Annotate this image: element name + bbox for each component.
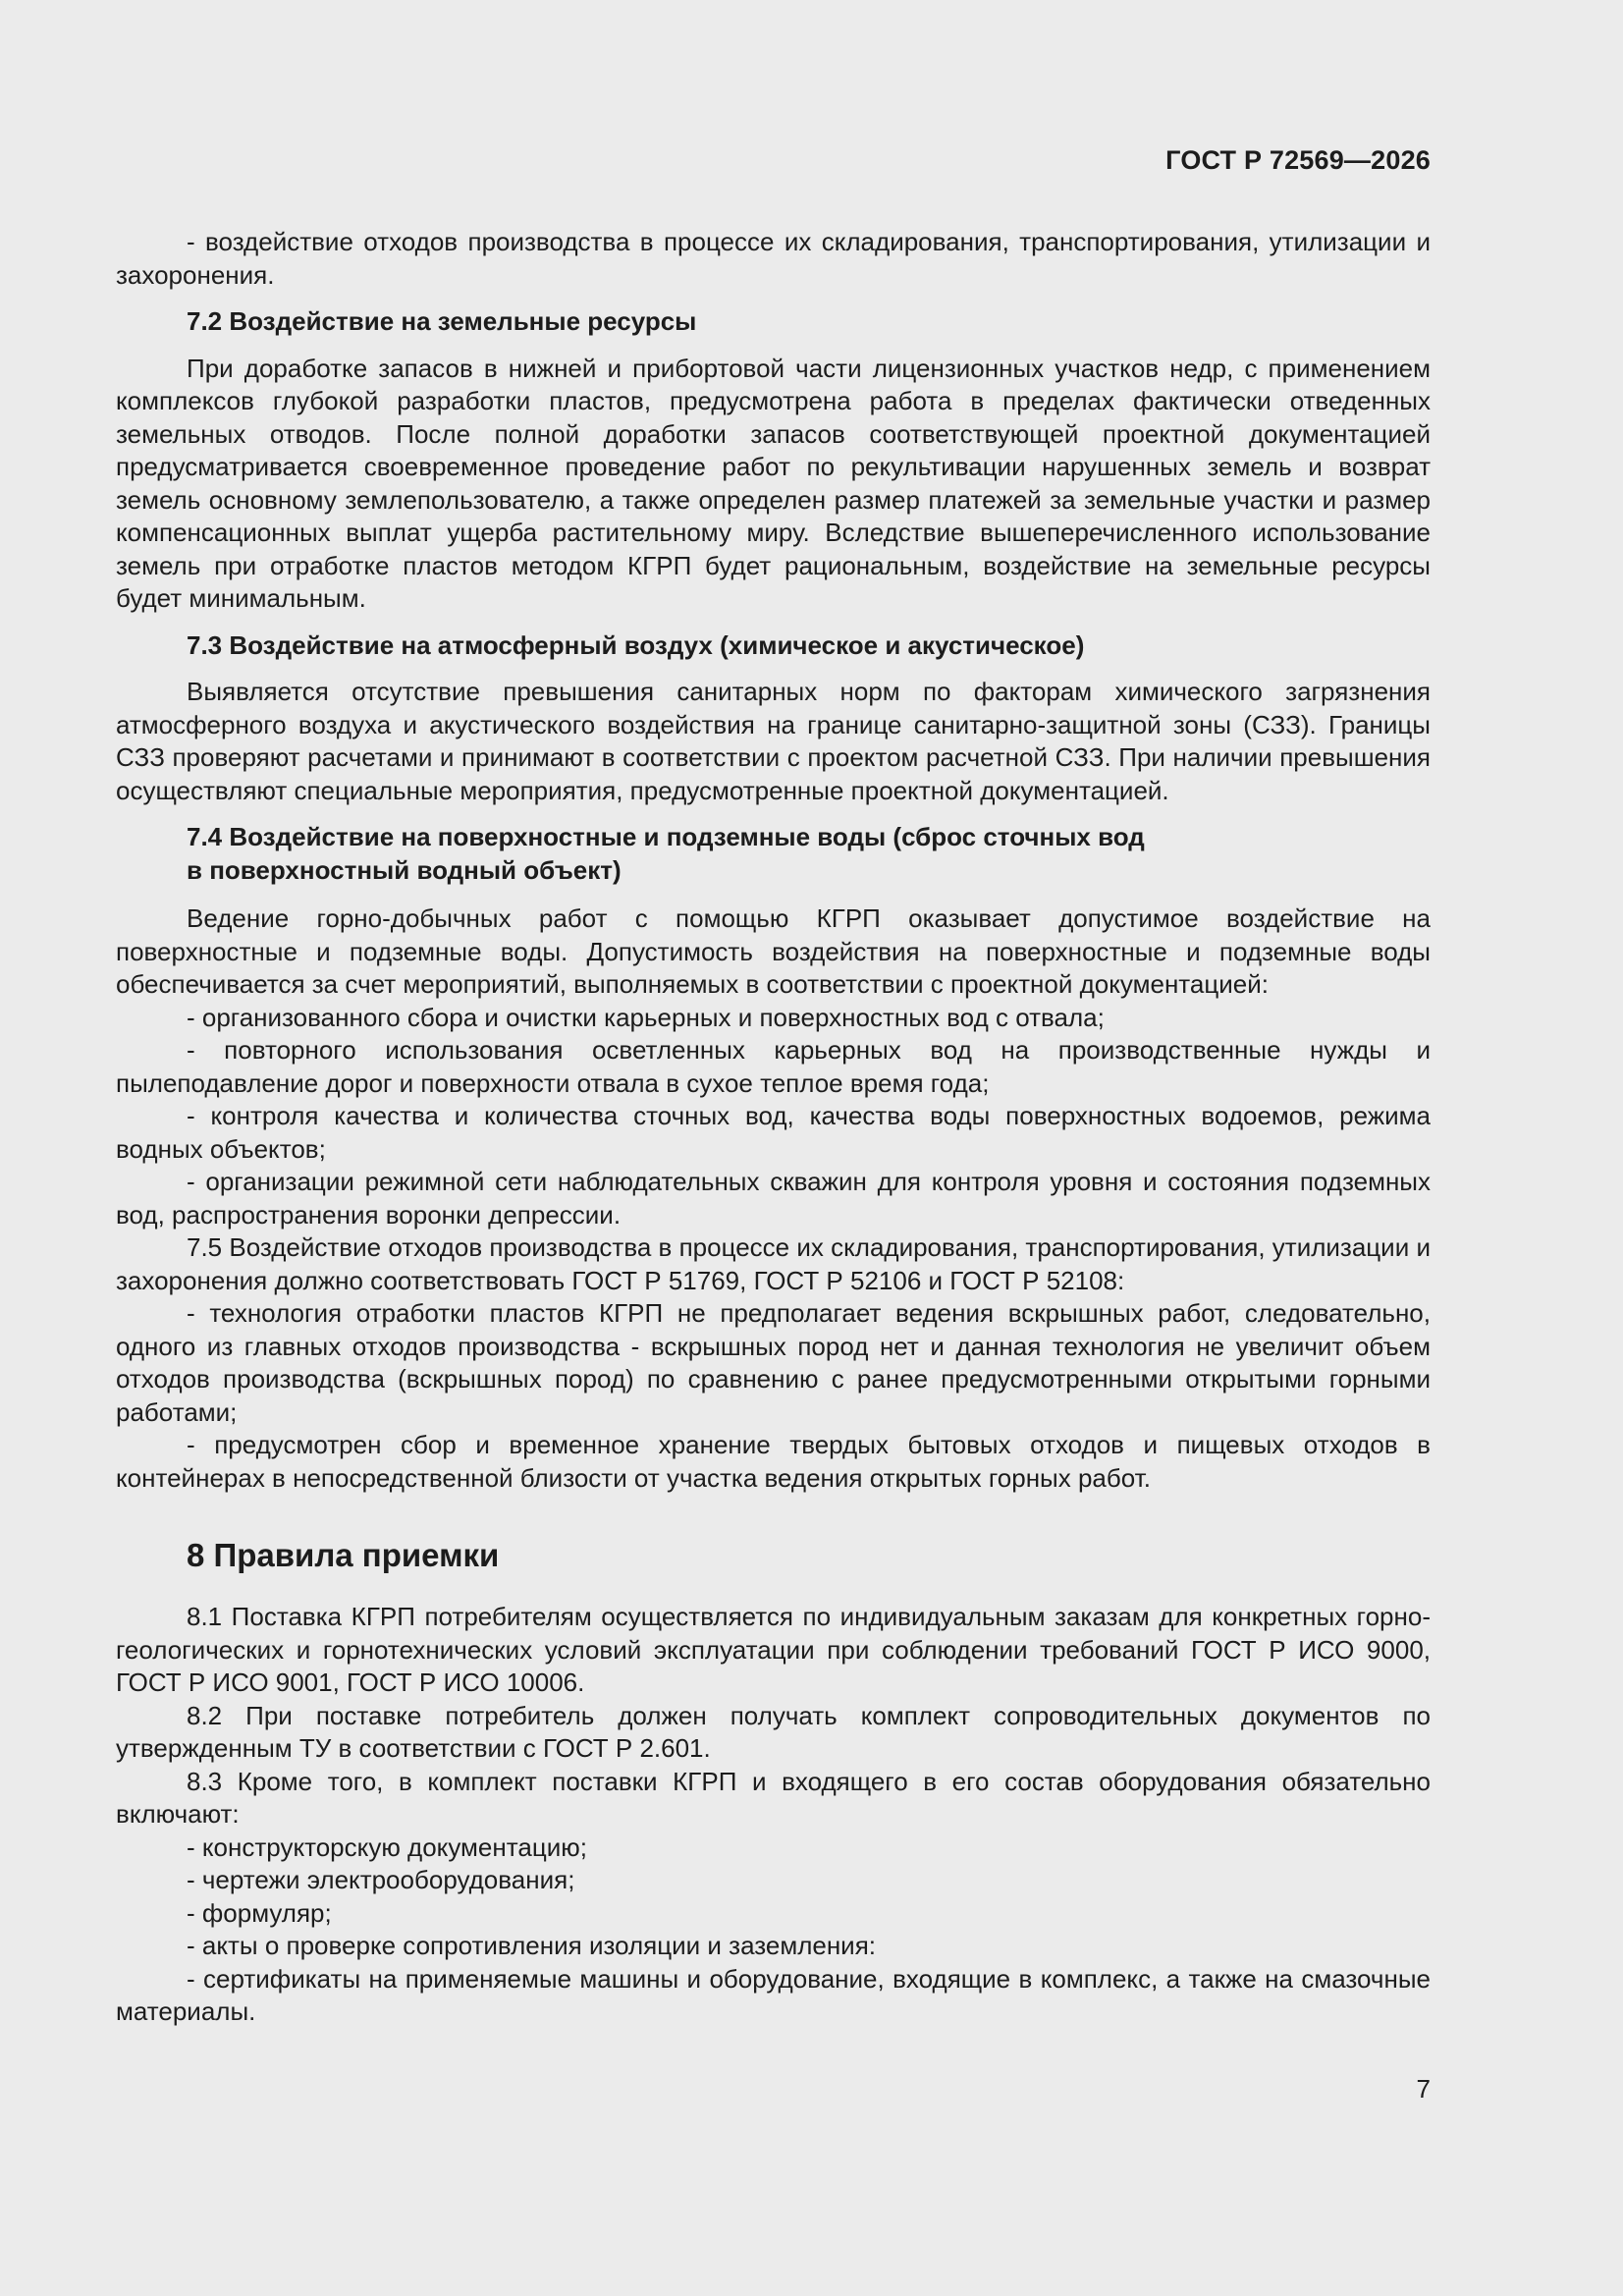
list-item: - организованного сбора и очистки карьерных и поверхностных вод с отвала; (187, 1002, 1105, 1032)
paragraph-7-4: Ведение горно-добычных работ с помощью КГРП оказывает допустимое воздействие на поверхностные и подземные воды. Допустимость воздействия на поверхностные и подземные воды обеспечивается за счет мероприятий, выполняемых в соответствии с проектной документацией: (116, 903, 1431, 999)
list-item: - конструкторскую документацию; (187, 1831, 587, 1862)
heading-7-4 (116, 821, 1431, 887)
list-item: - акты о проверке сопротивления изоляции и заземления: (187, 1931, 877, 1960)
paragraph-7-2: При доработке запасов в нижней и прибортовой части лицензионных участков недр, с применением комплексов глубокой разработки пластов, предусмотрена работа в пределах фактически отведенных земельных отводов. После полной доработки запасов соответствующей проектной документацией предусматривается своевременное проведение работ по рекультивации нарушенных земель и возврат земель основному землепользователю, а также определен размер платежей за земельные участки и размер компенсационных выплат ущерба растительному миру. Вследствие вышеперечисленного использование земель при отработке пластов методом КГРП будет рациональным, воздействие на земельные ресурсы будет минимальным. (116, 353, 1431, 613)
list-item: - организации режимной сети наблюдательных скважин для контроля уровня и состояния подземных вод, распространения воронки депрессии. (116, 1167, 1431, 1230)
list-item: - чертежи электрооборудования; (187, 1865, 575, 1894)
heading-7-3: 7.3 Воздействие на атмосферный воздух (химическое и акустическое) (187, 629, 1085, 660)
heading-7-2: 7.2 Воздействие на земельные ресурсы (187, 306, 697, 336)
paragraph-8-2: 8.2 При поставке потребитель должен получать комплект сопроводительных документов по утвержденным ТУ в соответствии с ГОСТ Р 2.601. (116, 1700, 1431, 1763)
list-item: - формуляр; (187, 1897, 332, 1928)
paragraph-8-1: 8.1 Поставка КГРП потребителям осуществляется по индивидуальным заказам для конкретных горно-геологических и горнотехнических условий эксплуатации при соблюдении требований ГОСТ Р ИСО 9000, ГОСТ Р ИСО 9001, ГОСТ Р ИСО 10006. (116, 1602, 1431, 1697)
list-item: - контроля качества и количества сточных вод, качества воды поверхностных водоемов, режима водных объектов; (116, 1101, 1431, 1164)
list-item: - предусмотрен сбор и временное хранение твердых бытовых отходов и пищевых отходов в контейнерах в непосредственной близости от участка ведения открытых горных работ. (116, 1430, 1431, 1493)
paragraph-8-3: 8.3 Кроме того, в комплект поставки КГРП и входящего в его состав оборудования обязательно включают: (116, 1766, 1431, 1829)
paragraph-7-5: 7.5 Воздействие отходов производства в процессе их складирования, транспортирования, утилизации и захоронения должно соответствовать ГОСТ Р 51769, ГОСТ Р 52106 и ГОСТ Р 52108: (116, 1232, 1431, 1295)
list-item: - сертификаты на применяемые машины и оборудование, входящие в комплекс, а также на смазочные материалы. (116, 1963, 1431, 2026)
list-item: - технология отработки пластов КГРП не предполагает ведения вскрышных работ, следовательно, одного из главных отходов производства - вскрышных пород нет и данная технология не увеличит объем отходов производства (вскрышных пород) по сравнению с ранее предусмотренными открытыми горными работами; (116, 1298, 1431, 1427)
document-code: ГОСТ Р 72569—2026 (1165, 145, 1431, 175)
heading-7-4-line2: в поверхностный водный объект) (187, 854, 622, 885)
page-number: 7 (1416, 2074, 1431, 2104)
list-item: - воздействие отходов производства в процессе их складирования, транспортирования, утилизации и захоронения. (116, 227, 1431, 290)
paragraph-7-3: Выявляется отсутствие превышения санитарных норм по факторам химического загрязнения атмосферного воздуха и акустического воздействия на границе санитарно-защитной зоны (СЗЗ). Границы СЗЗ проверяют расчетами и принимают в соответствии с проектом расчетной СЗЗ. При наличии превышения осуществляют специальные мероприятия, предусмотренные проектной документацией. (116, 677, 1431, 805)
document-body (116, 226, 1431, 2029)
section-title-8: 8 Правила приемки (187, 1537, 500, 1573)
list-item: - повторного использования осветленных карьерных вод на производственные нужды и пылеподавление дорог и поверхности отвала в сухое теплое время года; (116, 1035, 1431, 1098)
heading-7-4-line1: 7.4 Воздействие на поверхностные и подземные воды (сброс сточных вод (187, 822, 1145, 851)
